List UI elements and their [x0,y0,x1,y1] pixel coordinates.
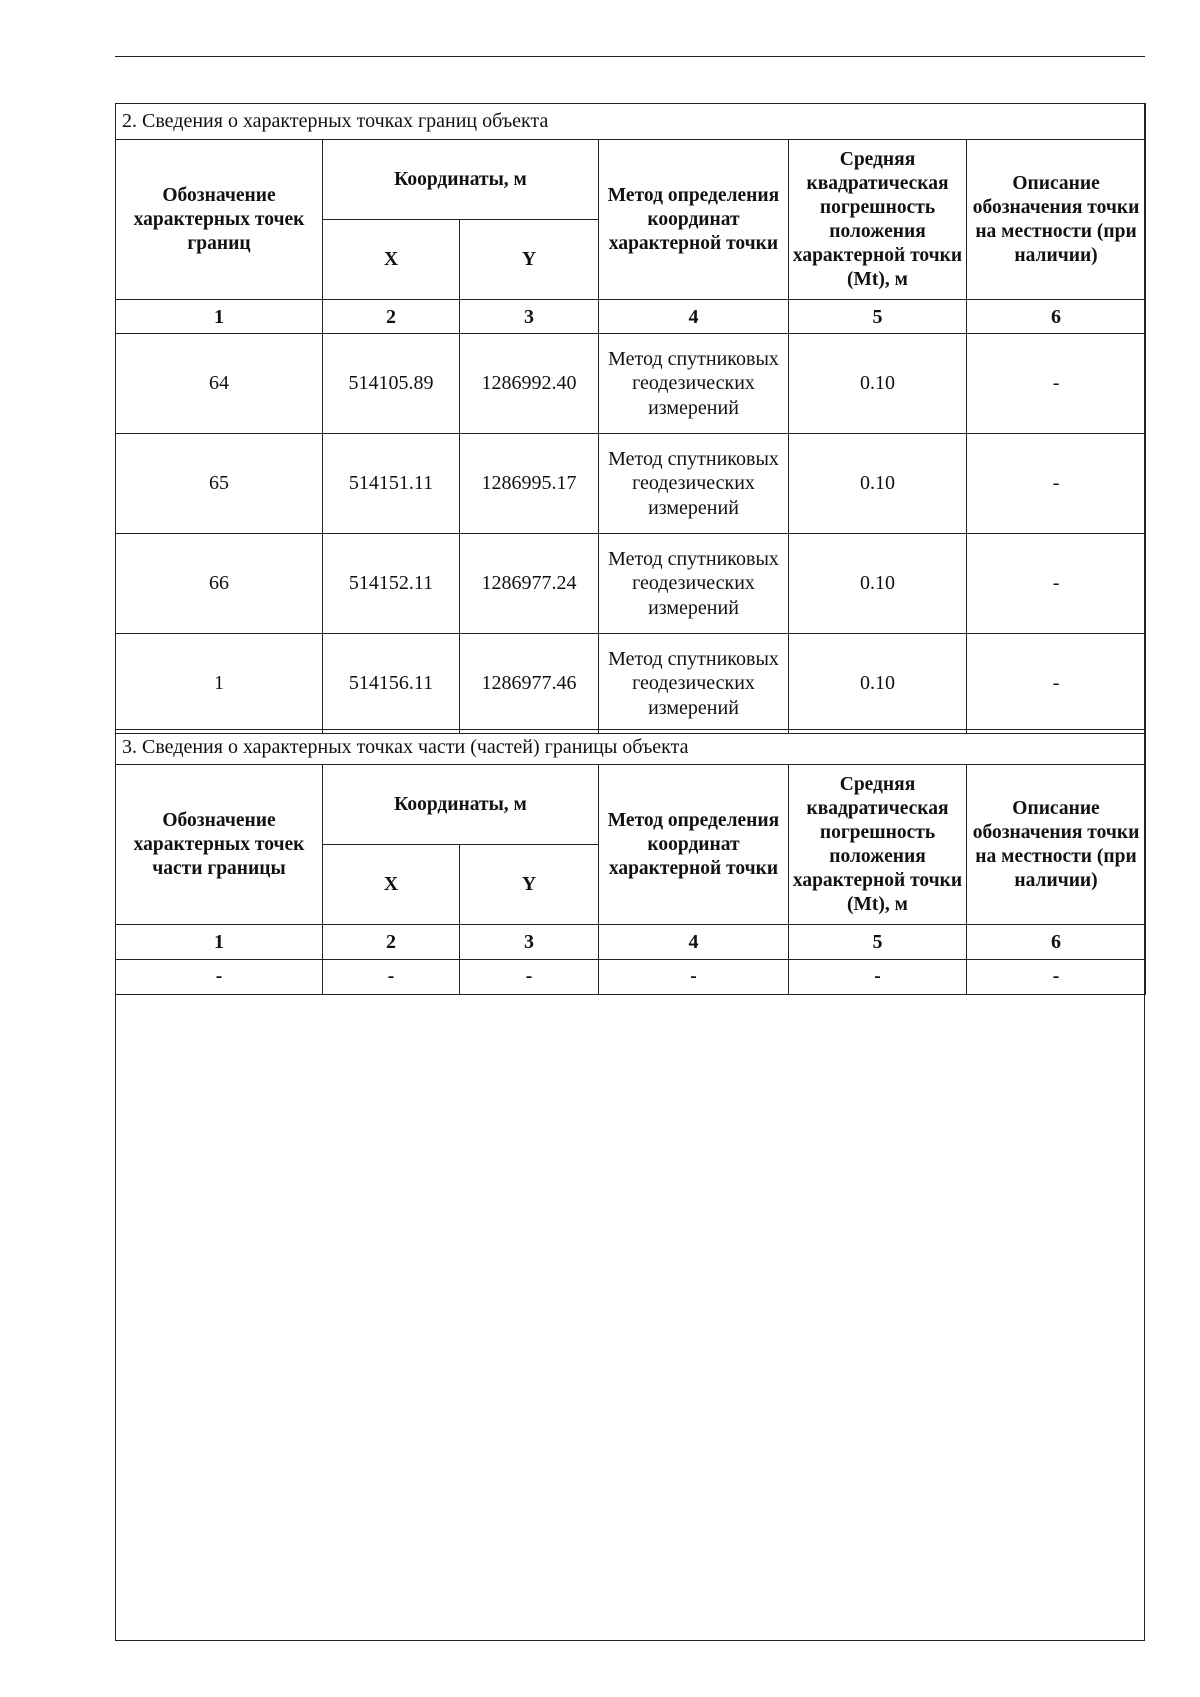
table-row [116,634,1146,734]
column-number: 4 [599,300,789,334]
description: - [967,534,1146,634]
table-row [116,334,1146,434]
coord-y: 1286977.24 [460,534,599,634]
point-id: 64 [116,334,323,434]
accuracy: 0.10 [789,434,967,534]
header-method: Метод определения координат характерной точки [599,765,789,925]
point-id: 66 [116,534,323,634]
coord-x: 514151.11 [323,434,460,534]
top-rule [115,56,1145,57]
header-description: Описание обозначения точки на местности (при наличии) [967,765,1146,925]
table-row [116,960,1146,995]
column-numbers-row [116,925,1146,960]
header-x: X [323,845,460,925]
point-id: 65 [116,434,323,534]
method: Метод спутниковых геодезических измерений [599,434,789,534]
header-coordinates: Координаты, м [323,140,599,220]
header-description: Описание обозначения точки на местности (при наличии) [967,140,1146,300]
coord-x: 514105.89 [323,334,460,434]
point-id: - [116,960,323,995]
point-id: 1 [116,634,323,734]
description: - [967,634,1146,734]
description: - [967,960,1146,995]
method: Метод спутниковых геодезических измерений [599,634,789,734]
column-number: 1 [116,300,323,334]
table-row [116,434,1146,534]
header-point-designation: Обозначение характерных точек части границы [116,765,323,925]
coord-y: 1286977.46 [460,634,599,734]
header-y: Y [460,220,599,300]
column-number: 5 [789,925,967,960]
column-number: 3 [460,925,599,960]
header-point-designation: Обозначение характерных точек границ [116,140,323,300]
accuracy: - [789,960,967,995]
header-y: Y [460,845,599,925]
column-number: 2 [323,925,460,960]
column-numbers-row [116,300,1146,334]
description: - [967,434,1146,534]
accuracy: 0.10 [789,334,967,434]
column-number: 4 [599,925,789,960]
column-number: 6 [967,300,1146,334]
header-accuracy: Средняя квадратическая погрешность положения характерной точки (Mt), м [789,140,967,300]
coord-x: 514152.11 [323,534,460,634]
section3-table [115,729,1146,995]
header-x: X [323,220,460,300]
header-coordinates: Координаты, м [323,765,599,845]
coord-x: 514156.11 [323,634,460,734]
coord-y: 1286992.40 [460,334,599,434]
header-method: Метод определения координат характерной точки [599,140,789,300]
method: Метод спутниковых геодезических измерений [599,334,789,434]
coord-y: 1286995.17 [460,434,599,534]
description: - [967,334,1146,434]
method: - [599,960,789,995]
accuracy: 0.10 [789,634,967,734]
column-number: 1 [116,925,323,960]
section2-title: 2. Сведения о характерных точках границ объекта [116,104,1146,140]
column-number: 2 [323,300,460,334]
method: Метод спутниковых геодезических измерений [599,534,789,634]
accuracy: 0.10 [789,534,967,634]
column-number: 6 [967,925,1146,960]
section3-title: 3. Сведения о характерных точках части (частей) границы объекта [116,730,1146,765]
column-number: 5 [789,300,967,334]
table-row [116,534,1146,634]
coord-x: - [323,960,460,995]
header-accuracy: Средняя квадратическая погрешность положения характерной точки (Mt), м [789,765,967,925]
section2-table [115,103,1146,734]
coord-y: - [460,960,599,995]
column-number: 3 [460,300,599,334]
